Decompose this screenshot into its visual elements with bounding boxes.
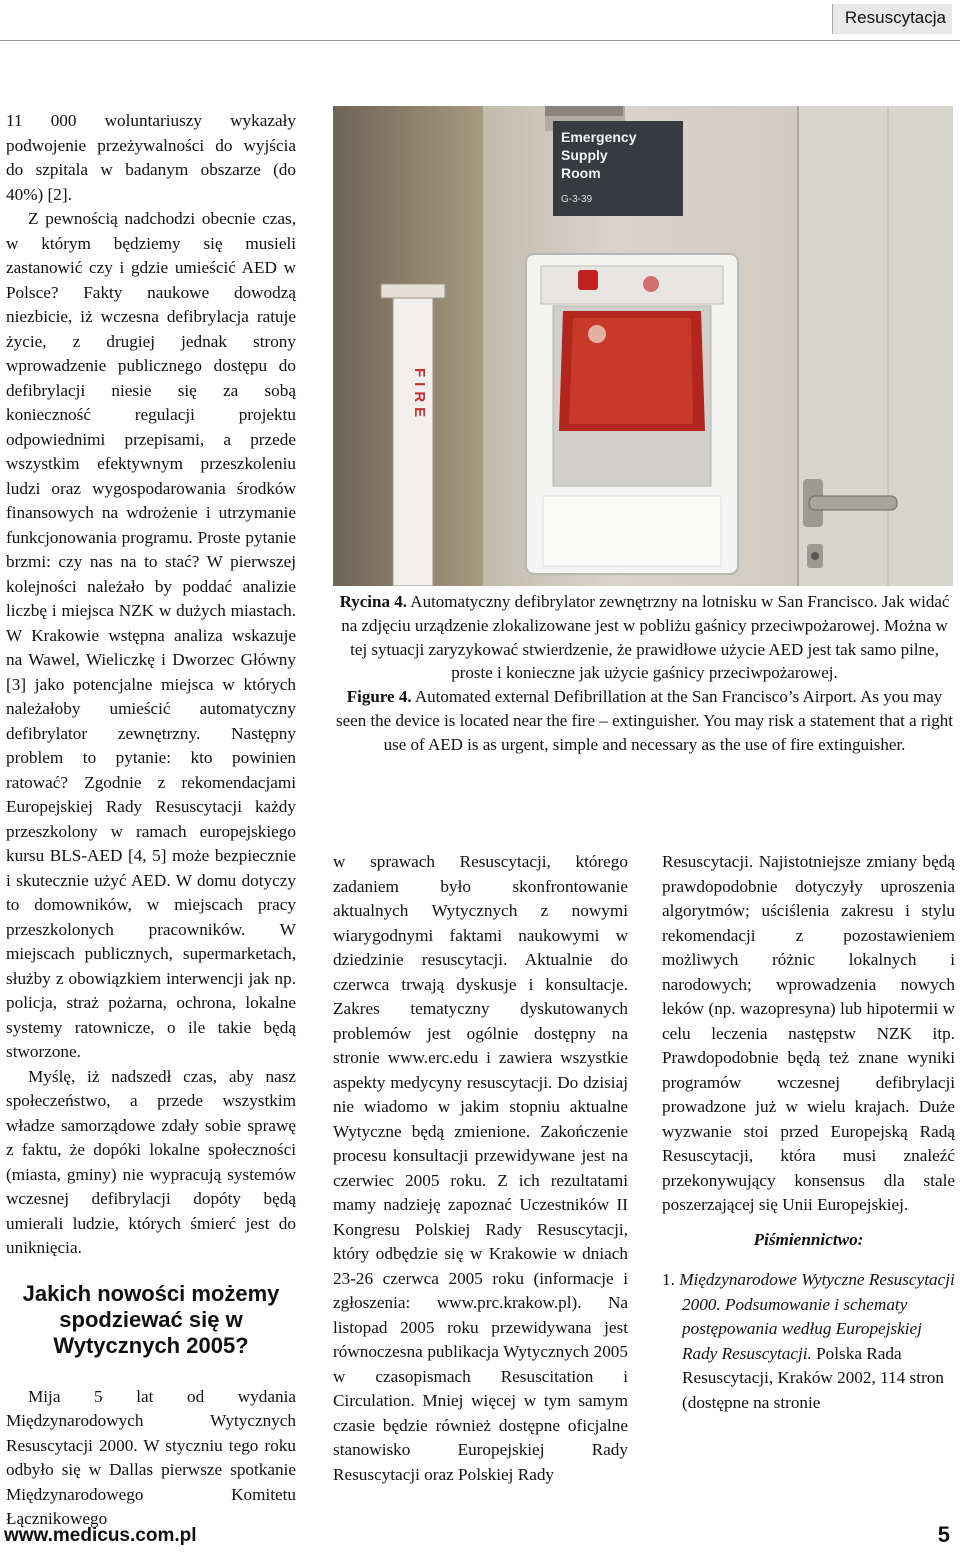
left-column (6, 109, 296, 1532)
fire-label: FIRE (411, 368, 428, 423)
sign-line-2: Supply (561, 147, 608, 163)
references-title: Piśmiennictwo: (753, 1229, 864, 1249)
caption-pl-label: Rycina 4. (339, 592, 407, 611)
paragraph: Myślę, iż nadszedł czas, aby nasz społeczeństwo, a przede wszystkim władze samorządowe zdały sobie sprawę z faktu, że dopóki lokalne społeczności (miasta, gminy) nie wypracują systemów wczesnej defibrylacji dopóty będą umierali ludzie, których śmierć jest do uniknięcia. (6, 1066, 296, 1257)
header-rule (0, 40, 960, 41)
reference-title: Międzynarodowe Wytyczne Resuscytacji 2000. Podsumowanie i schematy postępowania według Europejskiej Rady Resuscytacji. (679, 1270, 955, 1363)
figure-caption (333, 590, 956, 757)
footer-url[interactable]: www.medicus.com.pl (4, 1525, 197, 1546)
figure-photo (333, 106, 953, 586)
page-header (0, 0, 960, 46)
section-tag: Resuscytacja (832, 4, 952, 34)
paragraph: Mija 5 lat od wydania Międzynarodowych Wytycznych Resuscytacji 2000. W styczniu tego roku odbyło się w Dallas pierwsze spotkanie Międzynarodowego Komitetu Łącznikowego (6, 1386, 296, 1528)
paragraph: Z pewnością nadchodzi obecnie czas, w którym będziemy się musieli zastanowić czy i gdzie umieścić AED w Polsce? Fakty naukowe dowodzą niezbicie, iż wczesna defibrylacja ratuje życie, z drugiej jednak strony wprowadzenie publicznego dostępu do defibrylacji niesie się za sobą konieczność regulacji projektu odpowiednimi przepisami, a przede wszystkim efektywnym przeszkoleniu ludzi oraz wygospodarowania środków finansowych na wdrożenie i utrzymanie funkcjonowania programu. Proste pytanie brzmi: czy nas na to stać? W pierwszej kolejności należało by poddać analizie liczbę i miejsca NZK w dużych miastach. W Krakowie wstępna analiza wskazuje na Wawel, Wieliczkę i Dworzec Główny [3] jako potencjalne miejsca w których należałoby umieścić automatyczny defibrylator zewnętrzny. Następny problem to pytanie: kto powinien ratować? Zgodnie z rekomendacjami Europejskiej Rady Resuscytacji każdy przeszkolony w ramach europejskiego kursu BLS-AED [4, 5] może bezpiecznie i skutecznie użyć AED. W domu dotyczy to domowników, w miejscach pracy przeszkolonych pracowników. W miejscach publicznych, supermarketach, służby z obowiązkiem interwencji jak np. policja, straż pożarna, ochrona, lokalne systemy ratownicze, o ile takie będą stworzone. (6, 209, 296, 1061)
reference-number: 1. (662, 1270, 675, 1289)
paragraph: w sprawach Resuscytacji, którego zadaniem było skonfrontowanie aktualnych Wytycznych z nowymi wiarygodnymi faktami naukowymi w dziedzinie resuscytacji. Aktualnie do czerwca trwają dyskusje i konsultacje. Zakres tematyczny dyskutowanych problemów jest ogólnie dostępny na stronie www.erc.edu i zawiera wszystkie aspekty medycyny resuscytacji. Do dzisiaj nie wiadomo w jakim stopniu aktualne Wytyczne będą zmienione. Zakończenie procesu konsultacji przewidywane jest na czerwiec 2005 roku. Z ich rezultatami mamy nadzieję zapoznać Uczestników II Kongresu Polskiej Rady Resuscytacji, który odbędzie się w Krakowie w dniach 23-26 czerwca 2005 roku (informacje i zgłoszenia: www.prc.krakow.pl). Na listopad 2005 roku przewidywana jest równoczesna publikacja Wytycznych 2005 w czasopismach Resuscitation i Circulation. Mniej więcej w tym samym czasie będzie również dostępne oficjalne stanowisko Europejskiej Rady Resuscytacji oraz Polskiej Rady (333, 852, 628, 1484)
caption-pl-text: Automatyczny defibrylator zewnętrzny na lotnisku w San Francisco. Jak widać na zdjęciu urządzenie zlokalizowane jest w pobliżu gaśnicy przeciwpożarowej. Można w tej sytuacji zaryzykować stwierdzenie, że prawidłowe użycie AED jest tak samo pilne, proste i konieczne jak użycie gaśnicy przeciwpożarowej. (341, 592, 950, 683)
sign-line-1: Emergency (561, 129, 637, 145)
caption-en-label: Figure 4. (346, 687, 412, 707)
reference-item (662, 1268, 955, 1415)
sign-line-3: Room (561, 165, 601, 181)
caption-en-text: Automated external Defibrillation at the San Francisco’s Airport. As you may seen the device is located near the fire – extinguisher. You may risk a statement that a right use of AED is as urgent, simple and necessary as the use of fire extinguisher. (335, 687, 953, 754)
section-heading: Jakich nowości możemy spodziewać się w Wytycznych 2005? (22, 1280, 280, 1358)
page-number: 5 (937, 1522, 950, 1547)
paragraph: Resuscytacji. Najistotniejsze zmiany będą prawdopodobnie dotyczyły uproszenia algorytmów; uściślenia zakresu i stylu rekomendacji z pozostawieniem możliwych różnic lokalnych i narodowych; wprowadzenia nowych leków (np. wazopresyna) lub hipotermii w celu leczenia następstw NZK itp. Prawdopodobnie będą też znane wyniki programów wczesnej defibrylacji prowadzone już w wielu krajach. Duże wyzwanie stoi przed Europejską Radą Resuscytacji, która musi znaleźć przekonywujący konsensus dla stale poszerzającej się Unii Europejskiej. (662, 852, 955, 1214)
reference-details: Polska Rada Resuscytacji, Kraków 2002, 114 stron (dostępne na stronie (682, 1343, 944, 1412)
page-footer (0, 1520, 960, 1553)
sign-code: G-3-39 (561, 194, 593, 205)
caption-polish (333, 590, 956, 685)
right-column (662, 850, 955, 1415)
middle-column (333, 850, 628, 1487)
paragraph: 11 000 woluntariuszy wykazały podwojenie przeżywalności do wyjścia do szpitala w badanym obszarze (do 40%) [2]. (6, 111, 296, 204)
caption-english (333, 685, 956, 756)
